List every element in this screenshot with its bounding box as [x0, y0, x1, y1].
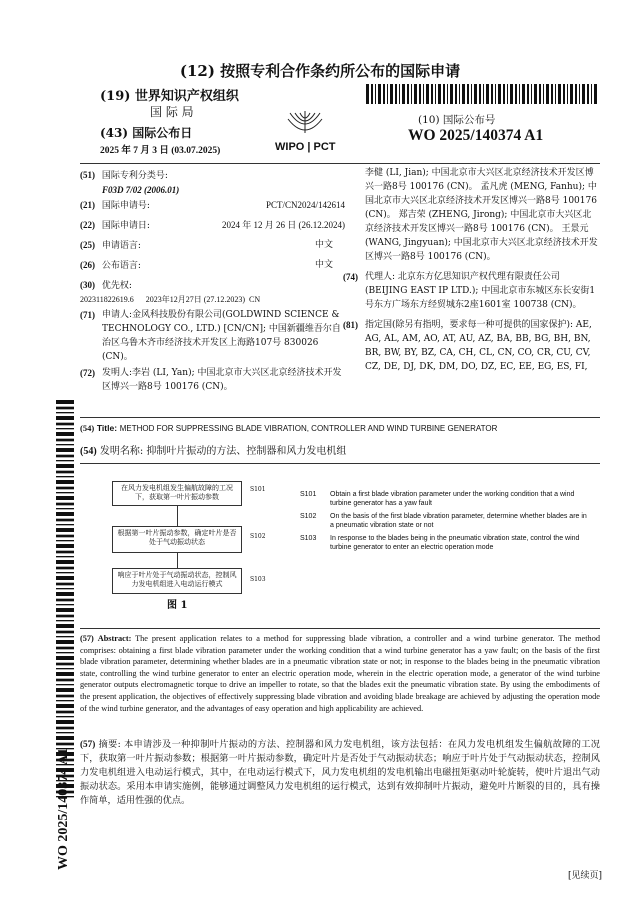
flow-box-s102: 根据第一叶片振动参数，确定叶片是否处于气动振动状态 [112, 526, 242, 553]
title-zh: (54) 发明名称: 抑制叶片振动的方法、控制器和风力发电机组 [80, 446, 347, 457]
legend-text-s101: Obtain a first blade vibration parameter under the working condition that a wind turbine generator has a yaw fault [330, 491, 575, 507]
abstract-en: (57) Abstract: The present application relates to a method for suppressing blade vibration, a controller and a wind turbine generator. The method comprises: obtaining a first blade vibration parameter under the working condition that a wind turbine generator has a yaw fault; on the basis of the first blade vibration parameter, determining whether blades are in a pneumatic vibration state or not; in response to the blades being in the pneumatic vibration state, controlling the wind turbine generator to enter an electric operation mode, wherein in the electric operation mode, a generator of the wind turbine generator outputs electromagnetic torque to drive an impeller to rotate, so that the blades exit the pneumatic vibration state. By using the embodiments of the present application, the objectives of effectively suppressing blade vibration and avoiding blade breakage are achieved by adjusting the operation mode of the wind turbine generator, and the advantages of easy operation and high applicability are achieved. [80, 634, 600, 713]
step-label-s103: S103 [250, 576, 266, 583]
field-30: (30) 优先权: 202311822619.6 2023年12月27日 (27.12.2023) CN [80, 280, 261, 304]
figure-caption: 图 1 [167, 600, 188, 611]
divider [80, 463, 600, 464]
pub-date-value: 2025 年 7 月 3 日 (03.07.2025) [100, 146, 221, 156]
inventors-continued: 李健 (LI, Jian); 中国北京市大兴区北京经济技术开发区博兴一路8号 100176 (CN)。 孟凡虎 (MENG, Fanhu); 中国北京市大兴区北京经济技术开发区博兴一路8号 100176 (CN)。 郑吉荣 (ZHENG, Jirong); 中国北京市大兴区北京经济技术开发区博兴一路8号 100176 (CN)。 王景元 (WANG, Jingyuan); 中国北京市大兴区北京经济技术开发区博兴一路8号 100176 (CN)。 [365, 168, 598, 262]
legend-text-s102: On the basis of the first blade vibration parameter, determine whether blades are in a pneumatic vibration state or not [330, 513, 587, 529]
step-label-s102: S102 [250, 533, 266, 540]
flow-arrow [177, 506, 178, 526]
divider [80, 417, 600, 418]
figure-1 [112, 478, 592, 618]
continued-marker: [见续页] [567, 871, 602, 881]
field-51: (51) 国际专利分类号: F03D 7/02 (2006.01) [80, 170, 180, 195]
field-26: (26) 公布语言: 中文 [80, 260, 333, 271]
wipo-logo [270, 105, 380, 155]
field-74: (74) 代理人: 北京东方亿思知识产权代理有限责任公司 (BEIJING EAST IP LTD.); 中国北京市东城区东长安街1号东方广场东方经贸城东2座1601室 100738 (CN)。 [343, 272, 596, 310]
field-72: (72) 发明人:李岩 (LI, Yan); 中国北京市大兴区北京经济技术开发区博兴一路8号 100176 (CN)。 [80, 368, 342, 392]
side-pub-number: WO 2025/140374 A1 [56, 747, 71, 870]
organization-name: (19) 世界知识产权组织 [100, 89, 239, 104]
step-label-s101: S101 [250, 486, 266, 493]
field-22: (22) 国际申请日: 2024 年 12 月 26 日 (26.12.2024) [80, 220, 345, 231]
title-en: (54) Title: METHOD FOR SUPPRESSING BLADE VIBRATION, CONTROLLER AND WIND TURBINE GENERATOR [80, 423, 498, 433]
abstract-zh: (57) 摘要: 本申请涉及一种抑制叶片振动的方法、控制器和风力发电机组，该方法包括：在风力发电机组发生偏航故障的工况下，获取第一叶片振动参数；根据第一叶片振动参数，确定叶片是否处于气动振动状态；响应于叶片处于气动振动状态，控制风力发电机组进入电动运行模式，其中，在电动运行模式下，风力发电机组的发电机输出电磁扭矩驱动叶轮旋转，使叶片退出气动振动状态。采用本申请实施例，能够通过调整风力发电机组的运行模式，达到有效抑制叶片振动，避免叶片断裂的目的，具有操作简单，适用性强的优点。 [80, 739, 600, 806]
legend-text-s103: In response to the blades being in the pneumatic vibration state, control the wind turbine generator to enter an electric operation mode [330, 535, 580, 551]
field-21: (21) 国际申请号: PCT/CN2024/142614 [80, 200, 345, 211]
divider [80, 628, 600, 629]
bureau-name: 国 际 局 [150, 105, 194, 119]
wipo-logo-text: WIPO | PCT [275, 141, 336, 153]
field-71: (71) 申请人:金风科技股份有限公司(GOLDWIND SCIENCE & TECHNOLOGY CO., LTD.) [CN/CN]; 中国新疆维吾尔自治区乌鲁木齐市经济技术开发区上海路107号 830026 (CN)。 [80, 310, 341, 362]
field-25: (25) 申请语言: 中文 [80, 240, 333, 251]
pub-date-label: (43) 国际公布日 [100, 126, 193, 140]
flow-box-s103: 响应于叶片处于气动振动状态，控制风力发电机组进入电动运行模式 [112, 568, 242, 594]
pub-number-label: (10) 国际公布号 [418, 114, 496, 126]
legend-step-s103: S103 [300, 535, 317, 542]
document-title: (12) 按照专利合作条约所公布的国际申请 [179, 62, 461, 80]
pub-number: WO 2025/140374 A1 [408, 127, 544, 144]
field-81: (81) 指定国(除另有指明，要求每一种可提供的国家保护): AE, AG, AL, AM, AO, AT, AU, AZ, BA, BB, BG, BH, BN, BR, BW, BY, BZ, CA, CH, CL, CN, CO, CR, CU, CV, CZ, DE, DJ, DK, DM, DO, DZ, EC, EE, EG, ES, FI, [343, 320, 592, 372]
legend-step-s101: S101 [300, 491, 317, 498]
right-column [343, 166, 600, 374]
barcode-top [366, 84, 599, 104]
flow-box-s101: 在风力发电机组发生偏航故障的工况下，获取第一叶片振动参数 [112, 481, 242, 506]
divider [80, 163, 600, 164]
legend-step-s102: S102 [300, 513, 317, 520]
